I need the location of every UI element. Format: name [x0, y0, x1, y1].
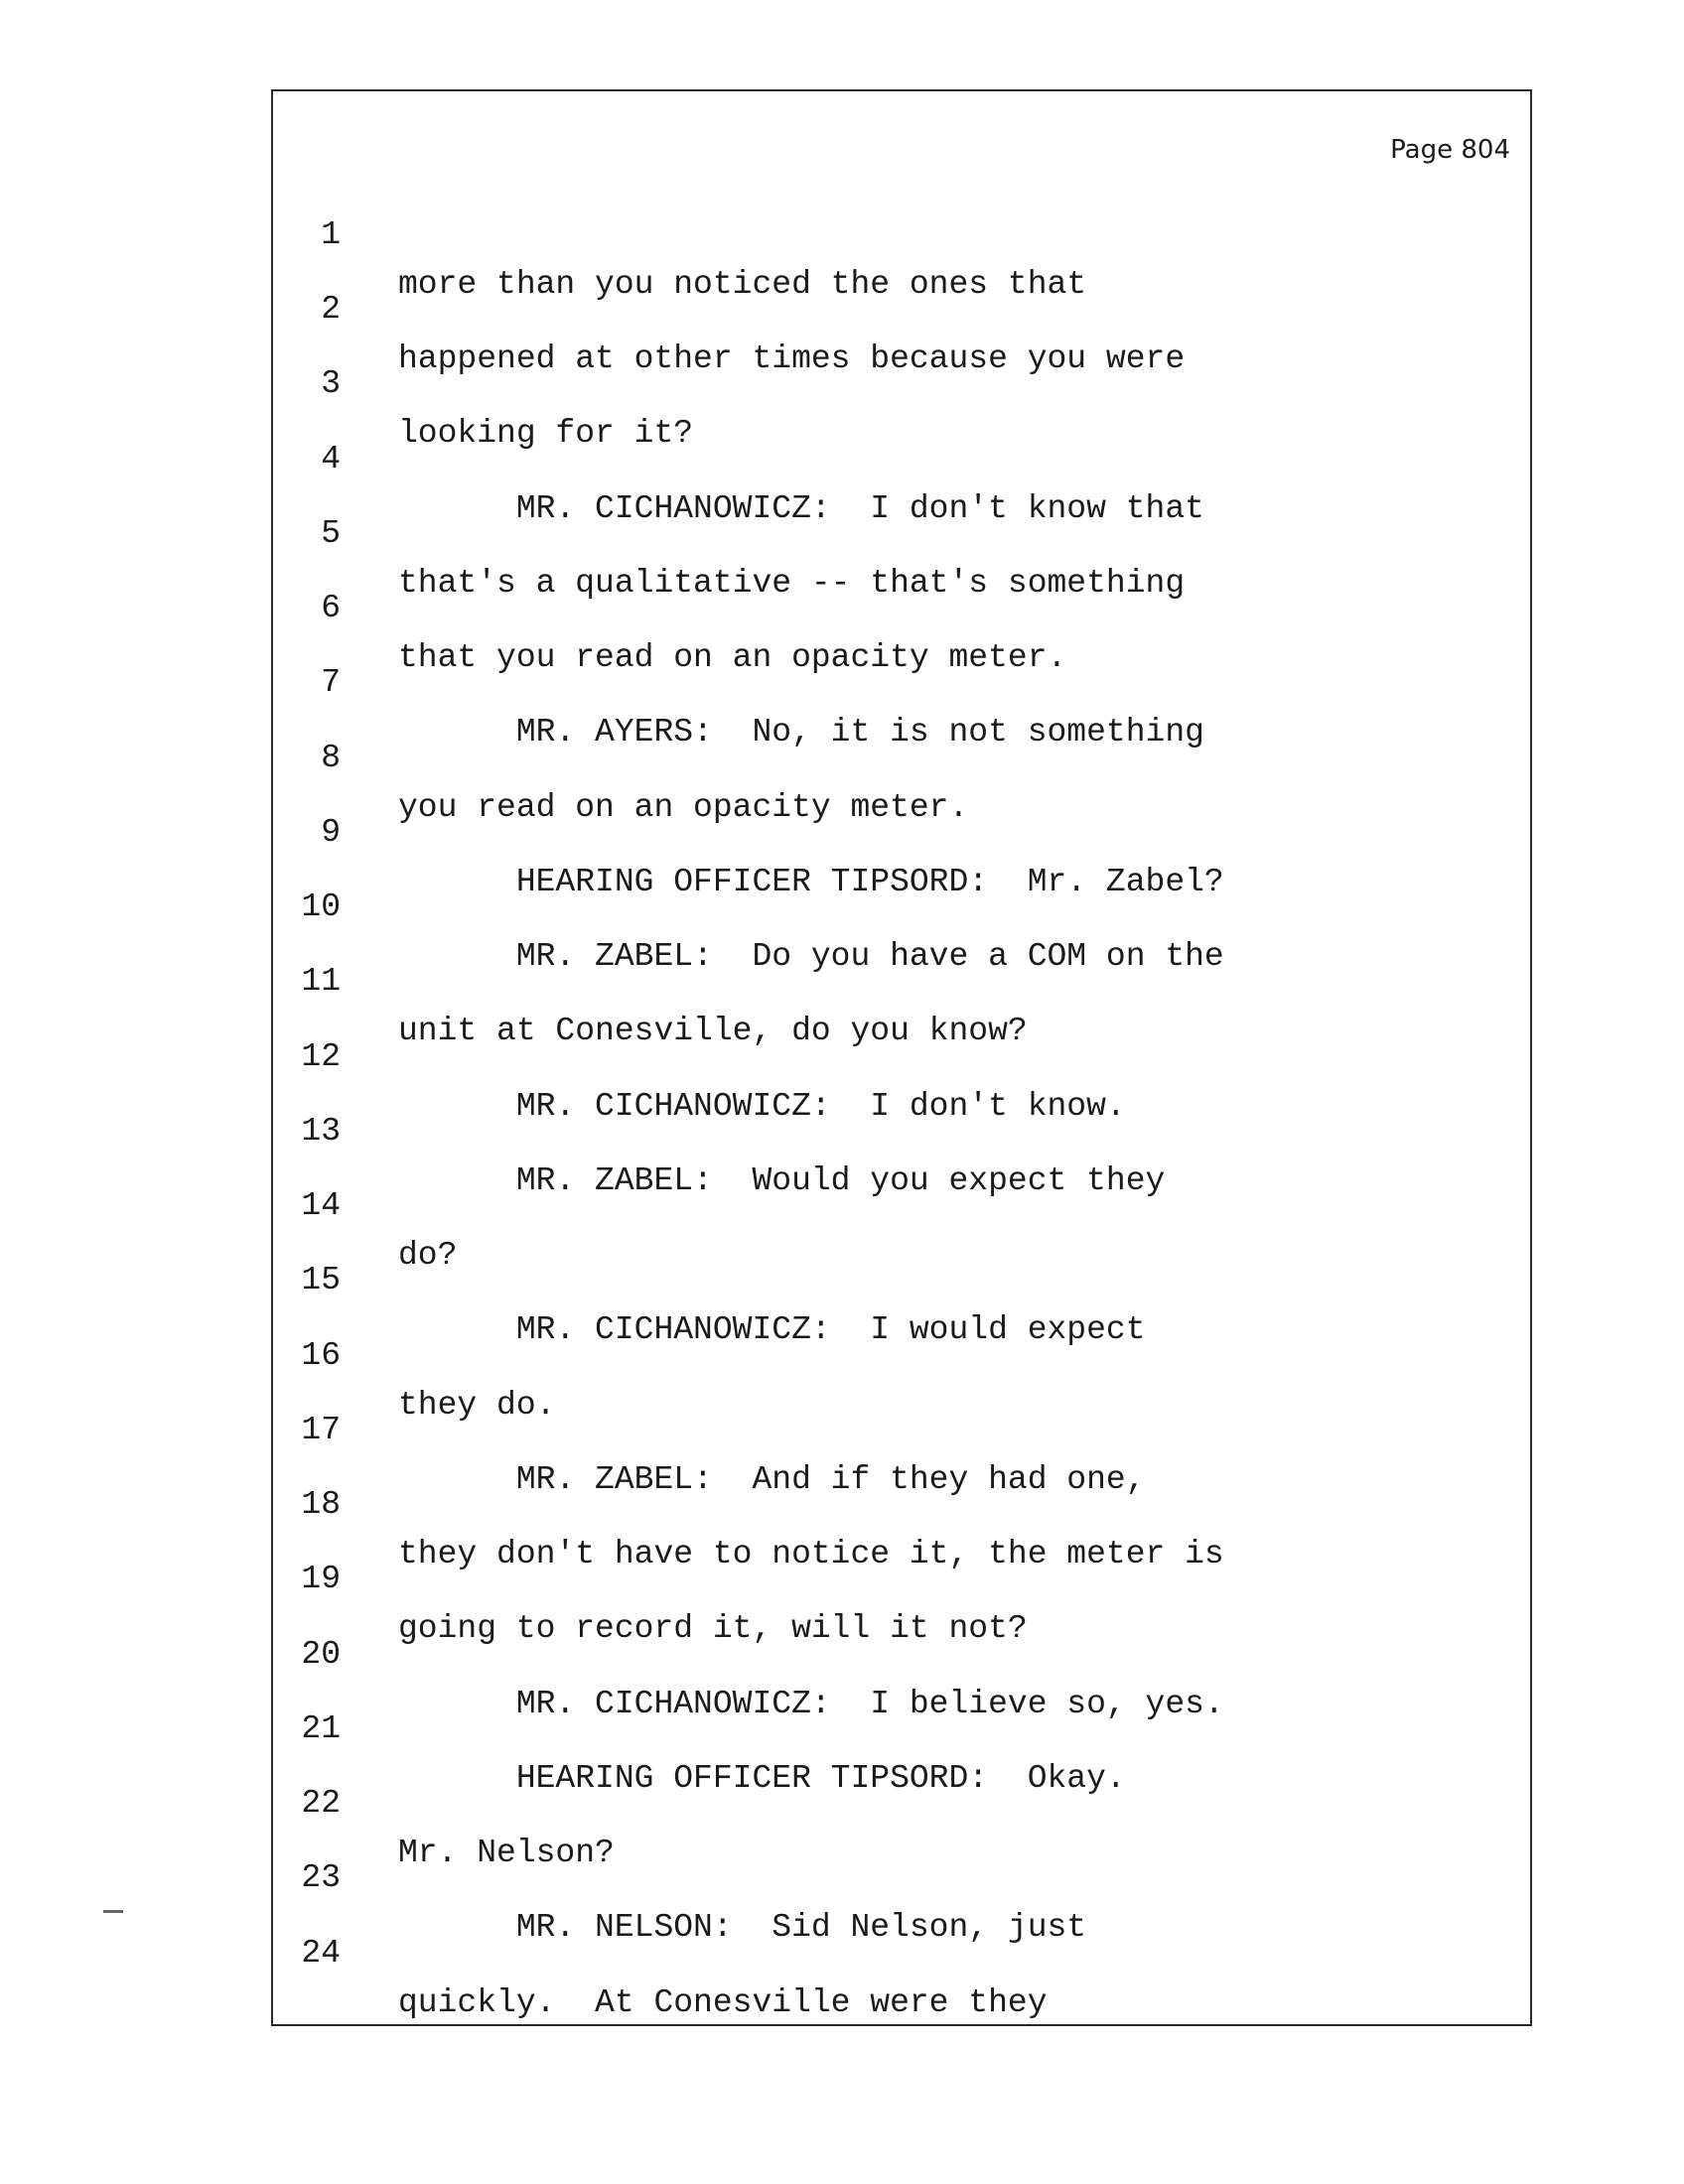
line-text: MR. CICHANOWICZ: I don't know.: [398, 1088, 1126, 1125]
line-text: MR. AYERS: No, it is not something: [398, 714, 1204, 751]
line-text: that you read on an opacity meter.: [398, 639, 1067, 676]
line-text: going to record it, will it not?: [398, 1610, 1028, 1647]
line-text: MR. CICHANOWICZ: I believe so, yes.: [398, 1686, 1224, 1722]
line-text: HEARING OFFICER TIPSORD: Okay.: [398, 1760, 1126, 1797]
line-number: 1: [321, 216, 341, 253]
line-text: MR. ZABEL: And if they had one,: [398, 1461, 1146, 1498]
line-text: more than you noticed the ones that: [398, 266, 1087, 303]
line-number: 12: [301, 1038, 341, 1075]
line-text: do?: [398, 1237, 458, 1274]
transcript-line: [273, 310, 694, 452]
scan-artifact-mark: [103, 1910, 123, 1913]
line-text: they do.: [398, 1387, 556, 1424]
line-number: 11: [301, 963, 341, 1000]
line-text: MR. ZABEL: Do you have a COM on the: [398, 938, 1224, 975]
transcript-line: [273, 1729, 615, 1871]
line-text: you read on an opacity meter.: [398, 789, 969, 826]
page-number-label: Page 804: [1390, 135, 1510, 165]
line-number: 4: [321, 441, 341, 478]
line-number: 20: [301, 1636, 341, 1673]
line-number: 7: [321, 664, 341, 701]
line-number: 9: [321, 814, 341, 851]
transcript-page-frame: [271, 89, 1532, 2026]
line-number: 15: [301, 1262, 341, 1298]
transcript-line: [273, 1804, 1087, 1946]
line-number: 21: [301, 1710, 341, 1747]
line-text: happened at other times because you were: [398, 341, 1186, 377]
line-number: 2: [321, 291, 341, 328]
line-number: 6: [321, 590, 341, 626]
line-number: 10: [301, 888, 341, 925]
line-number: 17: [301, 1412, 341, 1448]
line-text: MR. ZABEL: Would you expect they: [398, 1162, 1166, 1199]
line-number: 8: [321, 740, 341, 776]
line-number: 3: [321, 365, 341, 402]
line-number: 19: [301, 1561, 341, 1597]
transcript-line: [273, 1282, 556, 1424]
line-text: looking for it?: [398, 415, 694, 452]
line-text: quickly. At Conesville were they: [398, 1984, 1048, 2021]
line-number: 18: [301, 1486, 341, 1523]
line-text: MR. NELSON: Sid Nelson, just: [398, 1909, 1087, 1946]
line-text: Mr. Nelson?: [398, 1835, 615, 1871]
line-number: 24: [301, 1935, 341, 1972]
transcript-line: [273, 161, 1087, 303]
line-number: 22: [301, 1785, 341, 1822]
line-text: HEARING OFFICER TIPSORD: Mr. Zabel?: [398, 864, 1224, 900]
line-number: 16: [301, 1337, 341, 1374]
transcript-line: [273, 1132, 458, 1274]
line-number: 13: [301, 1113, 341, 1150]
line-number: 5: [321, 515, 341, 552]
line-text: that's a qualitative -- that's something: [398, 565, 1186, 602]
line-text: MR. CICHANOWICZ: I don't know that: [398, 490, 1204, 527]
line-text: unit at Conesville, do you know?: [398, 1013, 1028, 1049]
line-text: they don't have to notice it, the meter is: [398, 1536, 1224, 1572]
line-number: 23: [301, 1859, 341, 1896]
line-text: MR. CICHANOWICZ: I would expect: [398, 1311, 1146, 1348]
line-number: 14: [301, 1187, 341, 1224]
